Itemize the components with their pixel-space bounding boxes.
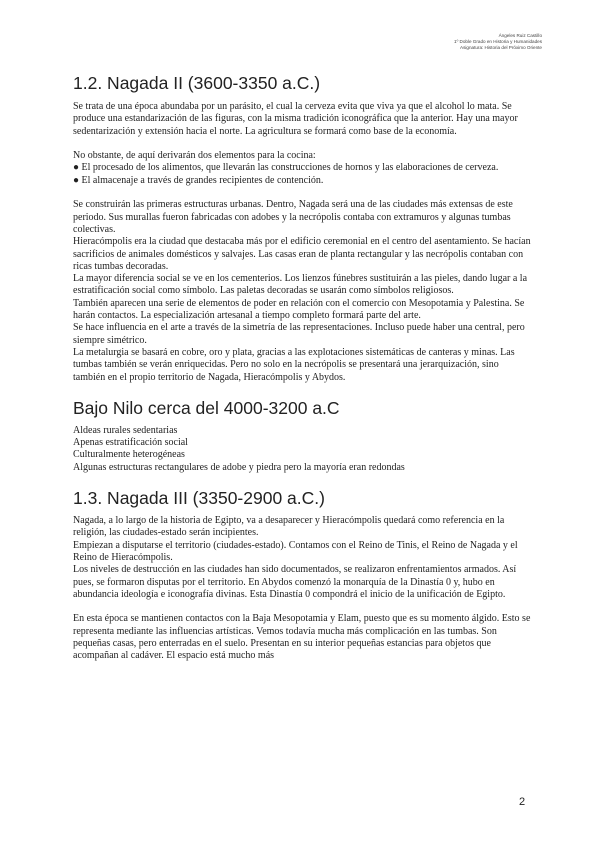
paragraph: La metalurgia se basará en cobre, oro y plata, gracias a las explotaciones sistemáticas de canteras y minas. Las tumbas también se verán enriquecidas. Pero no solo en la necrópolis se presentará una jerarquización, sino también en el propio territorio de Nagada, Hieracómpolis y Abydos. [73, 346, 515, 383]
paragraph: La mayor diferencia social se ve en los cementerios. Los lienzos fúnebres sustituirán a las pieles, dando lugar a la estratificación social como símbolo. Las paletas decoradas se usarán como símbolos religiosos. [73, 273, 528, 297]
paragraph: Se construirán las primeras estructuras urbanas. Dentro, Nagada será una de las ciudades más extensas de este periodo. Sus murallas fueron fabricadas con adobes y la necrópolis contaba con extramuros y algunas tumbas colectivas. [73, 199, 513, 235]
bullet-item: ● El procesado de los alimentos, que llevarán las construcciones de hornos y las elaboraciones de cerveza. [73, 162, 499, 174]
paragraph: No obstante, de aquí derivarán dos elementos para la cocina: [73, 150, 316, 162]
paragraph: Nagada, a lo largo de la historia de Egipto, va a desaparecer y Hieracómpolis quedará como referencia en la religión, las ciudades-estado serán incipientes. [73, 515, 505, 539]
page-number: 2 [519, 796, 526, 808]
section-title-bajo-nilo: Bajo Nilo cerca del 4000-3200 a.C [73, 397, 340, 418]
paragraph: Hieracómpolis era la ciudad que destacaba más por el edificio ceremonial en el centro del asentamiento. Se hacían sacrificios de animales domésticos y salvajes. Las casas eran de planta rectangular y las necrópolis contaban con ricas tumbas decoradas. [73, 236, 531, 272]
header-subject: Asignatura: Historia del Próximo Oriente [460, 45, 542, 50]
paragraph: Empiezan a disputarse el territorio (ciudades-estado). Contamos con el Reino de Tinis, el Reino de Nagada y el Reino de Hieracómpolis. [73, 539, 518, 563]
paragraph: En esta época se mantienen contactos con la Baja Mesopotamia y Elam, puesto que es su momento álgido. Esto se representa mediante las influencias artísticas. Vemos todavía mucha más complicación en las tumbas. Son pequeñas casas, pero enterradas en el suelo. Presentan en su interior pequeñas estancias para objetos que acompañan al cadáver. El espacio está mucho más [73, 613, 531, 662]
section-nagada-iii [73, 515, 531, 663]
header-degree: 1º Doble Grado en Historia y Humanidades [454, 39, 542, 44]
section-nagada-ii [73, 101, 531, 384]
paragraph: También aparecen una serie de elementos de poder en relación con el comercio con Mesopotamia y Palestina. Se harán contactos. La especialización artesanal a tiempo completo formará parte del arte. [73, 297, 525, 322]
page-header [454, 33, 542, 51]
section-title-nagada-iii: 1.3. Nagada III (3350-2900 a.C.) [73, 488, 325, 509]
document-body [73, 72, 531, 663]
paragraph: Se trata de una época abundaba por un parásito, el cual la cerveza evita que viva ya que el alcohol lo mata. Se produce una estandarización de las figuras, con la misma tradición iconográfica que la anterior. Hay una mayor sedentarización y extensión hacia el norte. La agricultura se formará como base de la economía. [73, 101, 518, 137]
paragraph: Los niveles de destrucción en las ciudades han sido documentados, se realizaron enfrentamientos armados. Así pues, se formaron disputas por el territorio. En Abydos comenzó la monarquía de la Dinastía 0 y, hubo en abundancia ideología e iconografía divinas. Esta Dinastía 0 compondrá el inicio de la unificación de Egipto. [73, 564, 517, 600]
list-item: Apenas estratificación social [73, 437, 188, 449]
list-item: Aldeas rurales sedentarias [73, 424, 178, 436]
header-author: Ángeles Ruiz Castillo [498, 33, 542, 38]
list-item: Algunas estructuras rectangulares de adobe y piedra pero la mayoría eran redondas [73, 461, 405, 473]
section-title-nagada-ii: 1.2. Nagada II (3600-3350 a.C.) [73, 73, 321, 93]
section-bajo-nilo [73, 425, 531, 474]
paragraph: Se hace influencia en el arte a través de la simetría de las representaciones. Incluso puede haber una central, pero siempre simétrico. [73, 322, 525, 346]
list-item: Culturalmente heterogéneas [73, 449, 185, 461]
bullet-item: ● El almacenaje a través de grandes recipientes de contención. [73, 174, 324, 186]
